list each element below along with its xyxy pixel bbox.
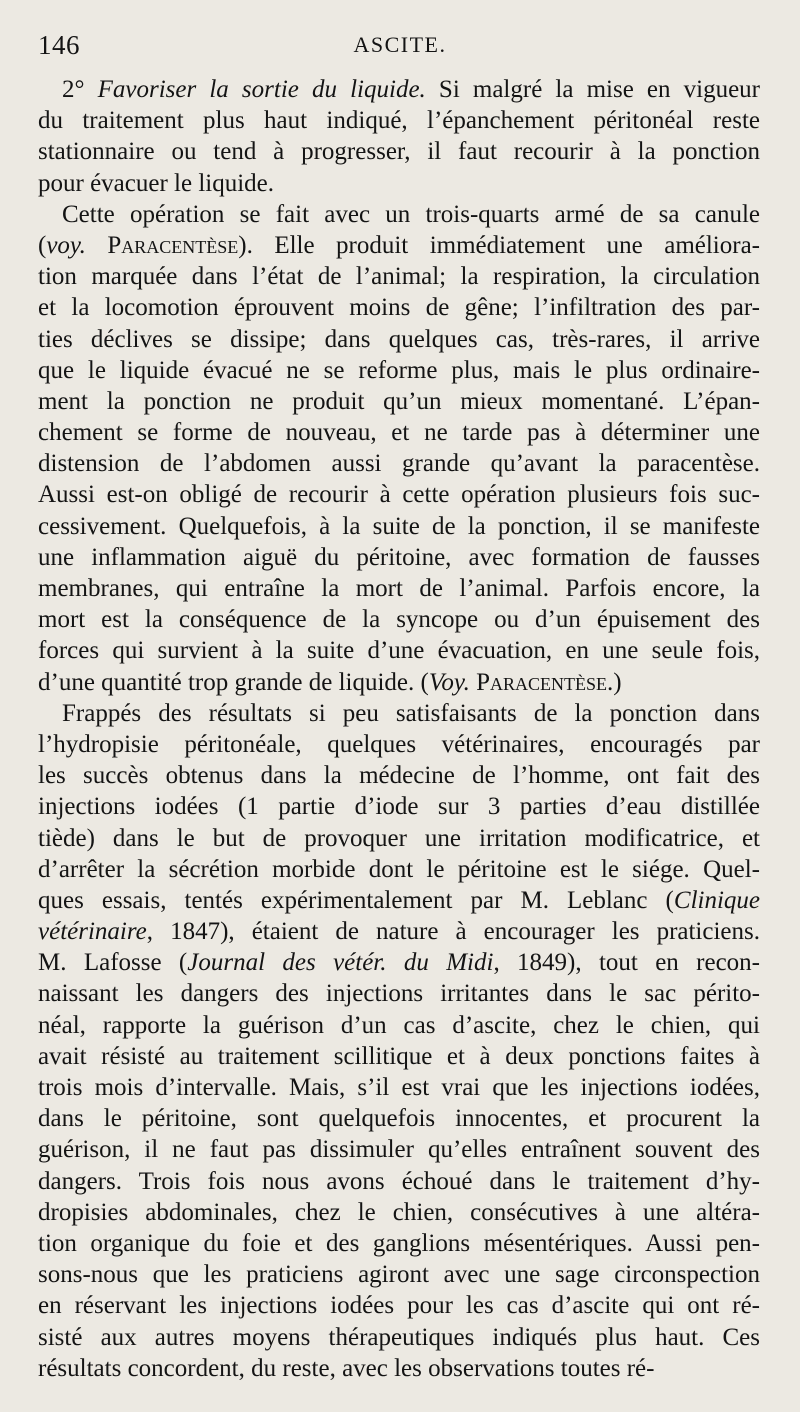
- text-run: forces qui survient à la suite d’une évacuation, en une seule fois,: [38, 637, 760, 665]
- text-run: dans le péritoine, sont quelquefois innocentes, et procurent la: [38, 1105, 760, 1133]
- text-run: sisté aux autres moyens thérapeutiques indiqués plus haut. Ces: [38, 1323, 760, 1351]
- text-line: [38, 136, 760, 167]
- text-line: [38, 1041, 760, 1072]
- text-line: [38, 355, 760, 386]
- text-run: (: [38, 231, 47, 259]
- text-line: [38, 1010, 760, 1041]
- italic-text: voy.: [46, 231, 86, 259]
- text-run: cessivement. Quelquefois, à la suite de la ponction, il se manifeste: [38, 512, 760, 540]
- italic-text: Voy.: [428, 668, 470, 696]
- text-run: résultats concordent, du reste, avec les observations toutes ré-: [38, 1354, 655, 1382]
- text-run: guérison, il ne faut pas dissimuler qu’elles entraînent souvent des: [38, 1136, 760, 1164]
- text-run: trois mois d’intervalle. Mais, s’il est vrai que les injections iodées,: [38, 1074, 760, 1101]
- italic-text: vétérinaire: [38, 918, 147, 946]
- text-run: ment la ponction ne produit qu’un mieux momentané. L’épan-: [38, 387, 760, 415]
- text-run: d’une quantité trop grande de liquide. (: [38, 668, 429, 696]
- text-run: l’hydropisie péritonéale, quelques vétérinaires, encouragés par: [38, 730, 760, 758]
- text-run: Aussi est-on obligé de recourir à cette opération plusieurs fois suc-: [38, 481, 760, 509]
- page-header: [38, 30, 762, 66]
- text-line: [38, 1072, 760, 1103]
- paragraph: [38, 199, 760, 698]
- text-line: [38, 1197, 760, 1228]
- text-line: [38, 386, 760, 417]
- text-line: [38, 199, 760, 230]
- italic-text: Favoriser la sortie du liquide.: [97, 76, 426, 103]
- italic-text: Clinique: [673, 886, 760, 914]
- text-line: [38, 760, 760, 791]
- text-run: et la locomotion éprouvent moins de gêne; l’infiltration des par-: [38, 294, 760, 322]
- text-run: .): [606, 668, 622, 696]
- small-caps-text: Paracentèse: [476, 668, 607, 696]
- text-line: [38, 791, 760, 822]
- text-run: distension de l’abdomen aussi grande qu’avant la paracentèse.: [38, 450, 760, 478]
- text-line: [38, 729, 760, 760]
- text-line: [38, 854, 760, 885]
- text-line: [38, 230, 760, 261]
- text-line: [38, 1353, 760, 1384]
- text-line: [38, 292, 760, 323]
- text-line: [38, 1290, 760, 1321]
- text-line: [38, 698, 760, 729]
- text-run: néal, rapporte la guérison d’un cas d’ascite, chez le chien, qui: [38, 1011, 760, 1039]
- text-line: [38, 635, 760, 666]
- text-run: injections iodées (1 partie d’iode sur 3 parties d’eau distillée: [38, 793, 760, 821]
- text-line: [38, 511, 760, 542]
- text-line: [38, 1103, 760, 1134]
- text-run: , 1849), tout en recon-: [493, 949, 760, 977]
- text-line: [38, 1228, 760, 1259]
- text-line: [38, 105, 760, 136]
- text-run: stationnaire ou tend à progresser, il faut recourir à la ponction: [38, 138, 760, 166]
- text-run: en réservant les injections iodées pour les cas d’ascite qui ont ré-: [38, 1292, 760, 1320]
- text-line: [38, 604, 760, 635]
- text-line: [38, 1134, 760, 1165]
- text-run: , 1847), étaient de nature à encourager les praticiens.: [146, 918, 760, 946]
- running-title: ASCITE.: [353, 32, 447, 57]
- text-line: [38, 324, 760, 355]
- text-run: mort est la conséquence de la syncope ou d’un épuisement des: [38, 606, 760, 634]
- text-line: [38, 978, 760, 1009]
- text-run: [86, 232, 107, 259]
- text-run: Si malgré la mise en vigueur: [425, 76, 761, 103]
- page-number: 146: [38, 30, 80, 60]
- text-run: les succès obtenus dans la médecine de l’homme, ont fait des: [38, 762, 760, 790]
- text-line: [38, 1166, 760, 1197]
- text-line: [38, 1259, 760, 1290]
- text-run: tion marquée dans l’état de l’animal; la respiration, la circulation: [38, 263, 760, 291]
- text-line: [38, 1322, 760, 1353]
- text-run: pour évacuer le liquide.: [38, 169, 275, 197]
- text-line: [38, 573, 760, 604]
- text-run: du traitement plus haut indiqué, l’épanchement péritonéal reste: [38, 107, 760, 135]
- text-run: naissant les dangers des injections irritantes dans le sac périto-: [38, 980, 760, 1008]
- text-line: [38, 74, 760, 105]
- text-run: tion organique du foie et des ganglions mésentériques. Aussi pen-: [38, 1229, 760, 1257]
- text-run: que le liquide évacué ne se reforme plus, mais le plus ordinaire-: [38, 356, 760, 384]
- text-run: 2°: [62, 76, 98, 103]
- text-run: dropisies abdominales, chez le chien, consécutives à une altéra-: [38, 1198, 760, 1226]
- small-caps-text: Paracentèse: [107, 231, 239, 259]
- text-run: membranes, qui entraîne la mort de l’animal. Parfois encore, la: [38, 575, 760, 602]
- body-text: [38, 74, 760, 1384]
- paragraph: [38, 698, 760, 1384]
- text-line: [38, 885, 760, 916]
- text-run: avait résisté au traitement scillitique et à deux ponctions faites à: [38, 1042, 760, 1070]
- text-line: [38, 667, 760, 698]
- text-line: [38, 261, 760, 292]
- text-line: [38, 823, 760, 854]
- text-run: ). Elle produit immédiatement une améliora-: [238, 231, 761, 259]
- text-run: ties déclives se dissipe; dans quelques cas, très-rares, il arrive: [38, 325, 760, 353]
- text-line: [38, 168, 760, 199]
- text-run: Cette opération se fait avec un trois-quarts armé de sa canule: [62, 200, 760, 228]
- text-line: [38, 417, 760, 448]
- text-run: M. Lafosse (: [38, 949, 188, 977]
- text-line: [38, 542, 760, 573]
- text-run: tiède) dans le but de provoquer une irritation modificatrice, et: [38, 824, 760, 852]
- text-run: dangers. Trois fois nous avons échoué dans le traitement d’hy-: [38, 1167, 760, 1195]
- text-run: d’arrêter la sécrétion morbide dont le péritoine est le siége. Quel-: [38, 855, 760, 883]
- text-run: Frappés des résultats si peu satisfaisants de la ponction dans: [62, 699, 760, 727]
- text-line: [38, 916, 760, 947]
- text-run: sons-nous que les praticiens agiront avec une sage circonspection: [38, 1261, 760, 1289]
- text-run: ques essais, tentés expérimentalement par M. Leblanc (: [38, 886, 674, 914]
- text-run: une inflammation aiguë du péritoine, avec formation de fausses: [38, 543, 760, 571]
- text-line: [38, 479, 760, 510]
- text-line: [38, 947, 760, 978]
- text-run: chement se forme de nouveau, et ne tarde pas à déterminer une: [38, 419, 760, 447]
- italic-text: Journal des vétér. du Midi: [187, 949, 494, 977]
- paragraph: [38, 74, 760, 199]
- text-line: [38, 448, 760, 479]
